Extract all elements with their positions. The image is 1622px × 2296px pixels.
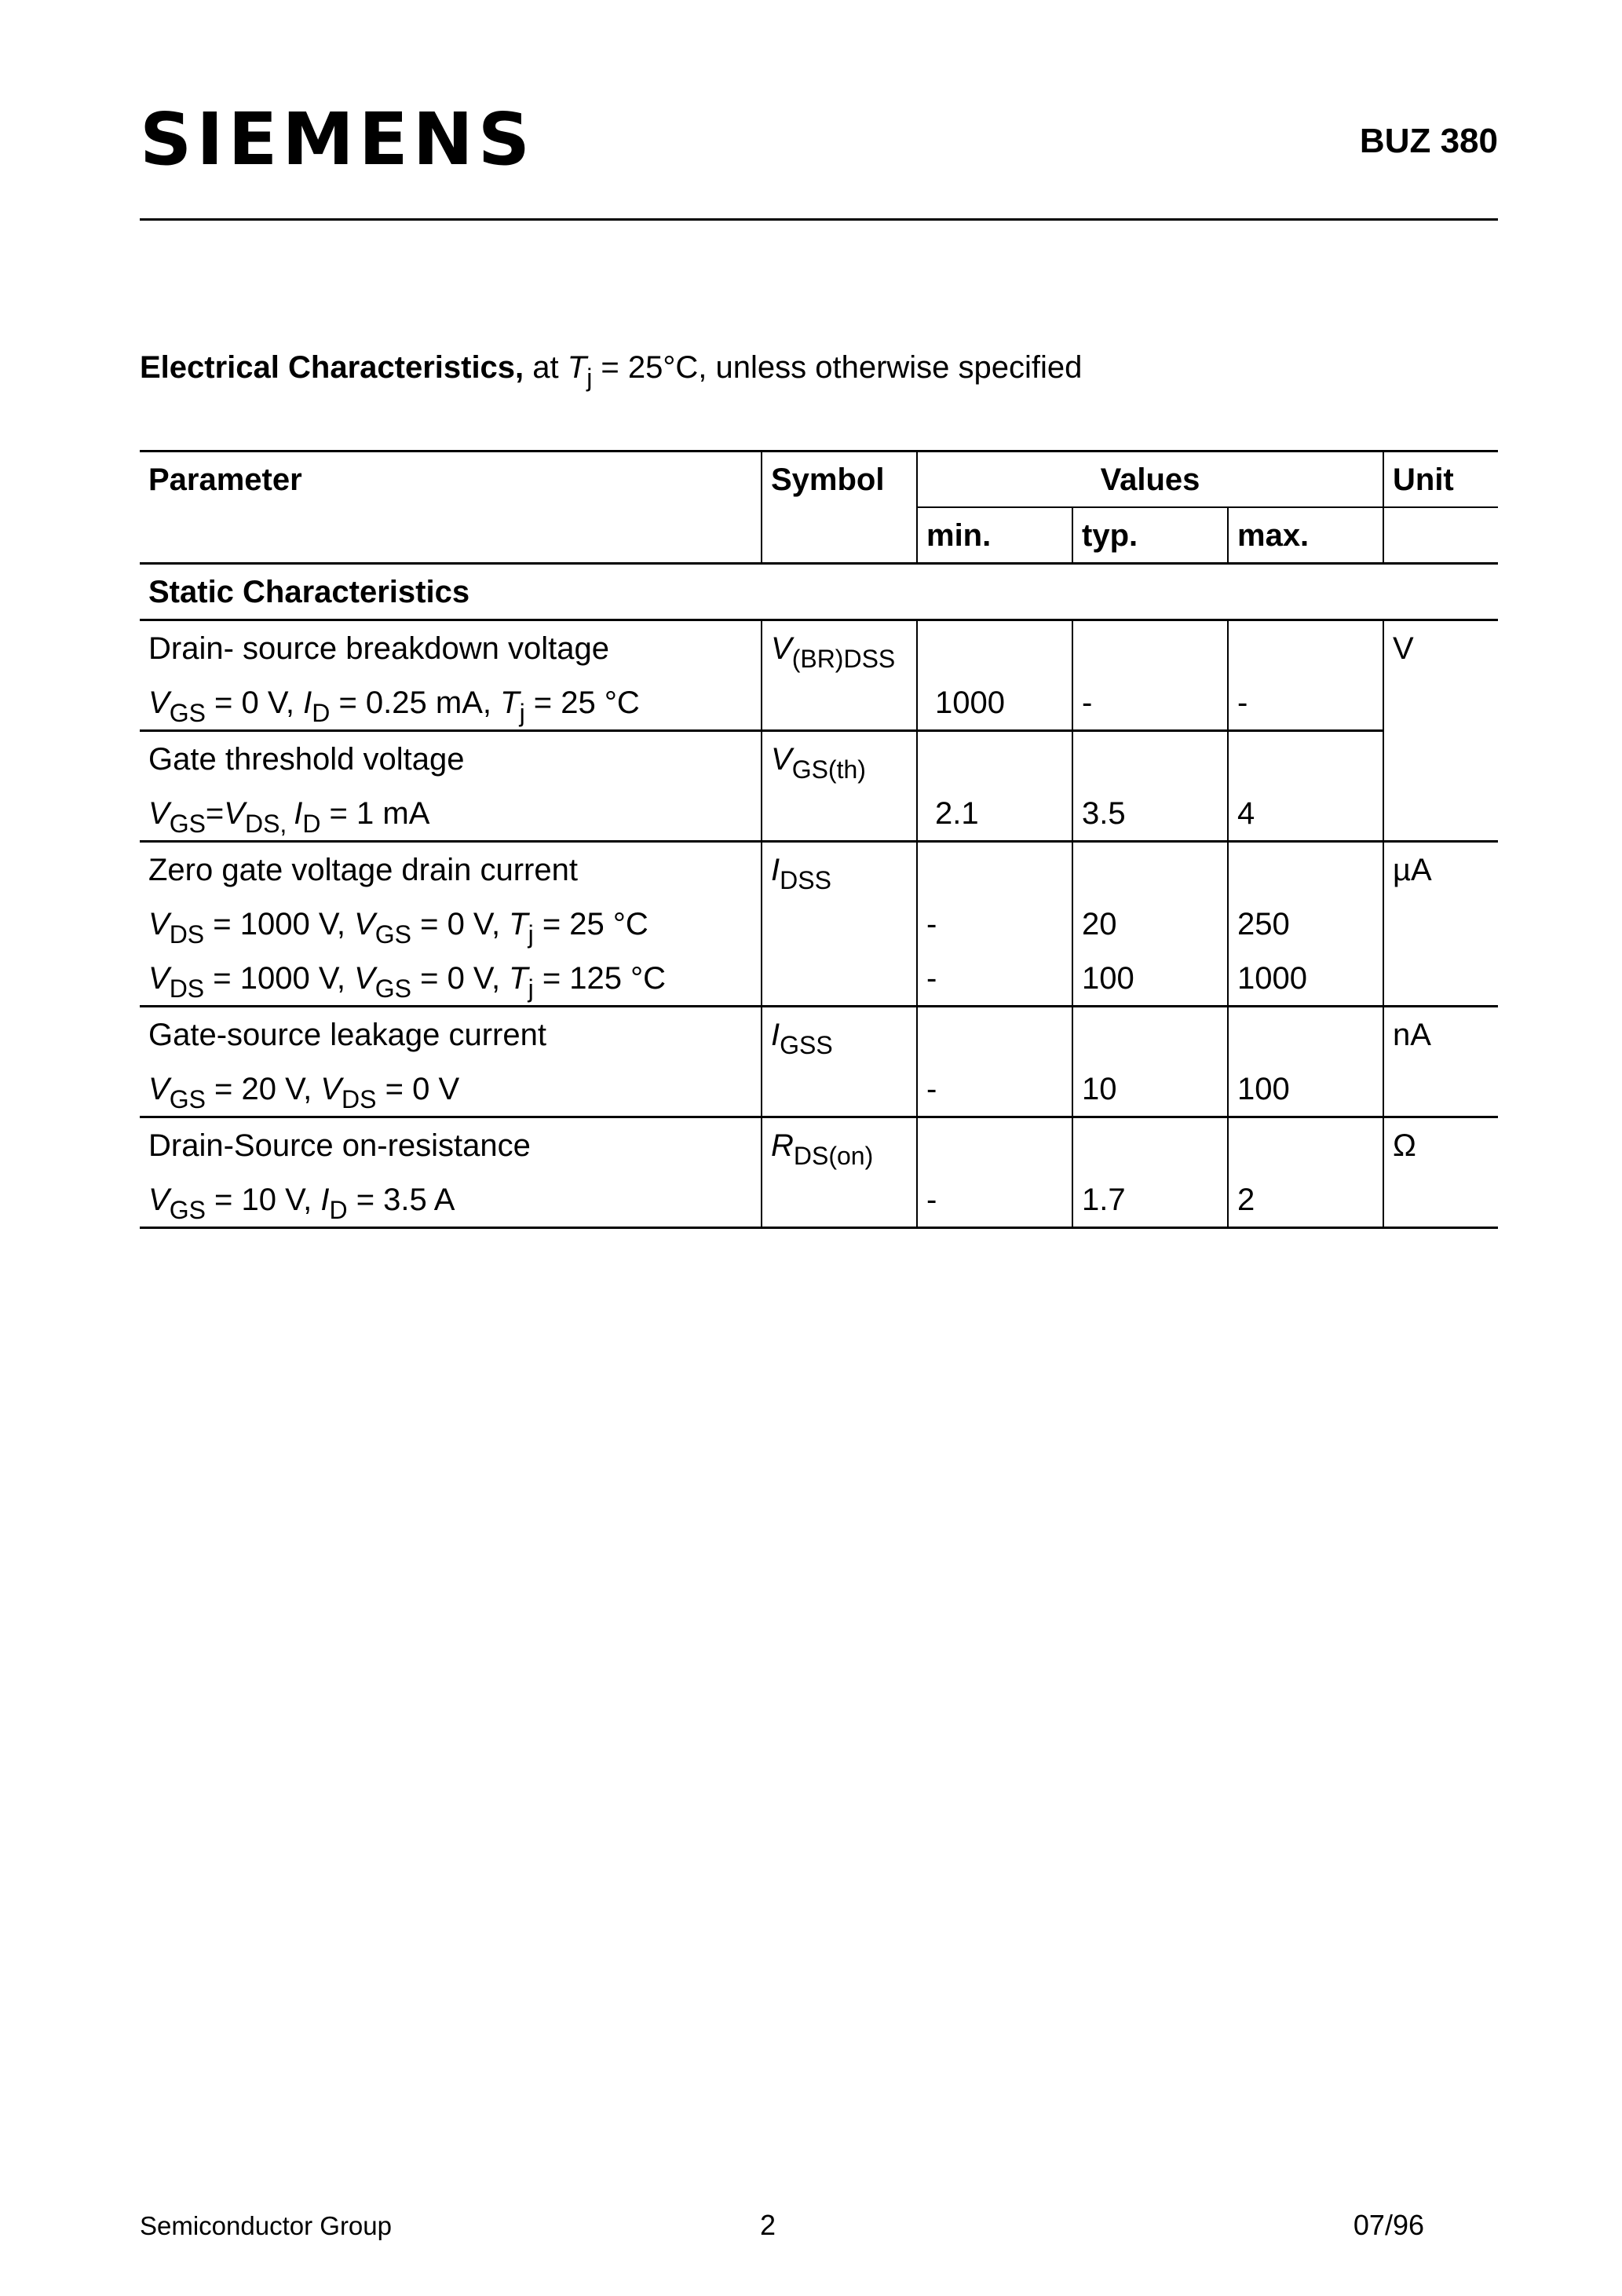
table-row — [140, 731, 1498, 787]
value-min: - — [917, 951, 1072, 1007]
symbol-var: R — [771, 1128, 794, 1163]
condition — [140, 675, 762, 731]
symbol — [762, 842, 917, 898]
table-row — [140, 842, 1498, 898]
cond-text: = 25 °C — [533, 906, 648, 941]
param-name: Gate threshold voltage — [148, 741, 465, 777]
symbol — [762, 1007, 917, 1062]
cond-text: = 125 °C — [533, 960, 667, 996]
cond-sub: GS — [374, 974, 411, 1003]
col-header-unit: Unit — [1383, 452, 1498, 508]
value-max: - — [1228, 675, 1383, 731]
cond-text: = 0 V — [376, 1071, 460, 1106]
col-header-min: min. — [917, 507, 1072, 564]
value-max: 4 — [1228, 786, 1383, 842]
table-row — [140, 951, 1498, 1007]
value-min: - — [917, 897, 1072, 951]
heading-var: T — [567, 350, 587, 385]
cond-text: = 0 V, — [411, 906, 510, 941]
col-header-typ: typ. — [1072, 507, 1228, 564]
value-typ: 20 — [1072, 897, 1228, 951]
table-row — [140, 1117, 1498, 1173]
param-name: Drain- source breakdown voltage — [148, 631, 609, 666]
cond-text: = 0.25 mA, — [330, 685, 501, 720]
section-heading — [140, 350, 1083, 393]
symbol — [762, 620, 917, 676]
cond-text: = 20 V, — [205, 1071, 321, 1106]
value-typ: 10 — [1072, 1062, 1228, 1117]
condition — [140, 1172, 762, 1228]
unit: µA — [1383, 842, 1498, 898]
footer-date: 07/96 — [1353, 2209, 1424, 2241]
condition — [140, 786, 762, 842]
value-min: 2.1 — [917, 786, 1072, 842]
heading-bold: Electrical Characteristics, — [140, 350, 524, 385]
cond-var: T — [509, 960, 528, 996]
condition — [140, 897, 762, 951]
col-header-max: max. — [1228, 507, 1383, 564]
symbol-sub: DS(on) — [793, 1141, 874, 1170]
col-header-values: Values — [917, 452, 1383, 508]
table-row — [140, 1172, 1498, 1228]
cond-sub: DS — [169, 919, 205, 949]
cond-sub: GS — [169, 698, 206, 727]
cond-sub: D — [329, 1195, 348, 1224]
cond-sub: D — [302, 809, 321, 838]
section-title: Static Characteristics — [140, 564, 1498, 620]
table-row — [140, 897, 1498, 951]
header-spacer — [1383, 507, 1498, 564]
symbol-var: I — [771, 852, 780, 887]
electrical-characteristics-table — [140, 450, 1498, 1229]
value-min: - — [917, 1062, 1072, 1117]
value-min: - — [917, 1172, 1072, 1228]
symbol — [762, 1117, 917, 1173]
cond-var: V — [148, 1071, 170, 1106]
part-number: BUZ 380 — [1359, 122, 1498, 160]
value-typ: 3.5 — [1072, 786, 1228, 842]
symbol-sub: GSS — [780, 1030, 833, 1059]
footer-company: Semiconductor Group — [140, 2211, 392, 2240]
cond-text: = 3.5 A — [347, 1182, 455, 1217]
cond-var: V — [354, 906, 375, 941]
symbol-sub: DSS — [780, 865, 831, 894]
unit: Ω — [1383, 1117, 1498, 1173]
symbol-sub: (BR)DSS — [791, 644, 896, 673]
cond-var: I — [320, 1182, 330, 1217]
cond-var: T — [509, 906, 528, 941]
value-max: 1000 — [1228, 951, 1383, 1007]
value-min: 1000 — [917, 675, 1072, 731]
col-header-symbol: Symbol — [762, 452, 917, 508]
value-max: 100 — [1228, 1062, 1383, 1117]
header-spacer — [762, 507, 917, 564]
cond-text: = 1000 V, — [204, 906, 355, 941]
cond-text: = 1000 V, — [204, 960, 355, 996]
unit: V — [1383, 620, 1498, 676]
cond-sub: j — [528, 919, 534, 949]
unit: nA — [1383, 1007, 1498, 1062]
cond-var: V — [148, 960, 170, 996]
cond-sub: D — [312, 698, 331, 727]
table-row — [140, 1062, 1498, 1117]
table-row — [140, 620, 1498, 676]
cond-sub: DS — [169, 974, 205, 1003]
cond-sub: GS — [169, 809, 206, 838]
cond-text: = 1 mA — [320, 795, 430, 831]
cond-text: = 25 °C — [524, 685, 640, 720]
cond-text: = 0 V, — [411, 960, 510, 996]
table-row — [140, 1007, 1498, 1062]
cond-sub: j — [528, 974, 534, 1003]
value-typ: 100 — [1072, 951, 1228, 1007]
symbol-var: V — [771, 631, 792, 666]
cond-var: V — [148, 685, 170, 720]
cond-var: V — [148, 1182, 170, 1217]
page-number: 2 — [760, 2209, 776, 2241]
symbol-sub: GS(th) — [791, 755, 866, 784]
cond-sub: DS — [342, 1084, 377, 1113]
cond-var: V — [224, 795, 245, 831]
heading-post: = 25°C, unless otherwise specified — [592, 350, 1083, 385]
condition — [140, 951, 762, 1007]
header-spacer — [140, 507, 762, 564]
symbol — [762, 731, 917, 787]
cond-text: = — [205, 795, 225, 831]
heading-pre: at — [524, 350, 568, 385]
cond-var: I — [294, 795, 303, 831]
value-typ: - — [1072, 675, 1228, 731]
param-name: Zero gate voltage drain current — [148, 852, 578, 887]
heading-var-sub: j — [586, 364, 593, 393]
param-name: Gate-source leakage current — [148, 1017, 546, 1052]
cond-var: V — [320, 1071, 342, 1106]
cond-var: V — [148, 795, 170, 831]
cond-var: I — [303, 685, 312, 720]
cond-var: T — [500, 685, 520, 720]
siemens-logo: SIEMENS — [140, 97, 535, 181]
condition — [140, 1062, 762, 1117]
cond-text: = 0 V, — [205, 685, 304, 720]
cond-sub: GS — [374, 919, 411, 949]
cond-text: = 10 V, — [205, 1182, 321, 1217]
cond-var: V — [354, 960, 375, 996]
col-header-parameter: Parameter — [140, 452, 762, 508]
header-divider — [140, 218, 1498, 221]
table-row — [140, 786, 1498, 842]
cond-sub: DS, — [244, 809, 294, 838]
param-name: Drain-Source on-resistance — [148, 1128, 531, 1163]
cond-var: V — [148, 906, 170, 941]
table-row — [140, 675, 1498, 731]
value-typ: 1.7 — [1072, 1172, 1228, 1228]
symbol-var: V — [771, 741, 792, 777]
cond-sub: GS — [169, 1084, 206, 1113]
cond-sub: j — [519, 698, 525, 727]
symbol-var: I — [771, 1017, 780, 1052]
value-max: 250 — [1228, 897, 1383, 951]
cond-sub: GS — [169, 1195, 206, 1224]
value-max: 2 — [1228, 1172, 1383, 1228]
